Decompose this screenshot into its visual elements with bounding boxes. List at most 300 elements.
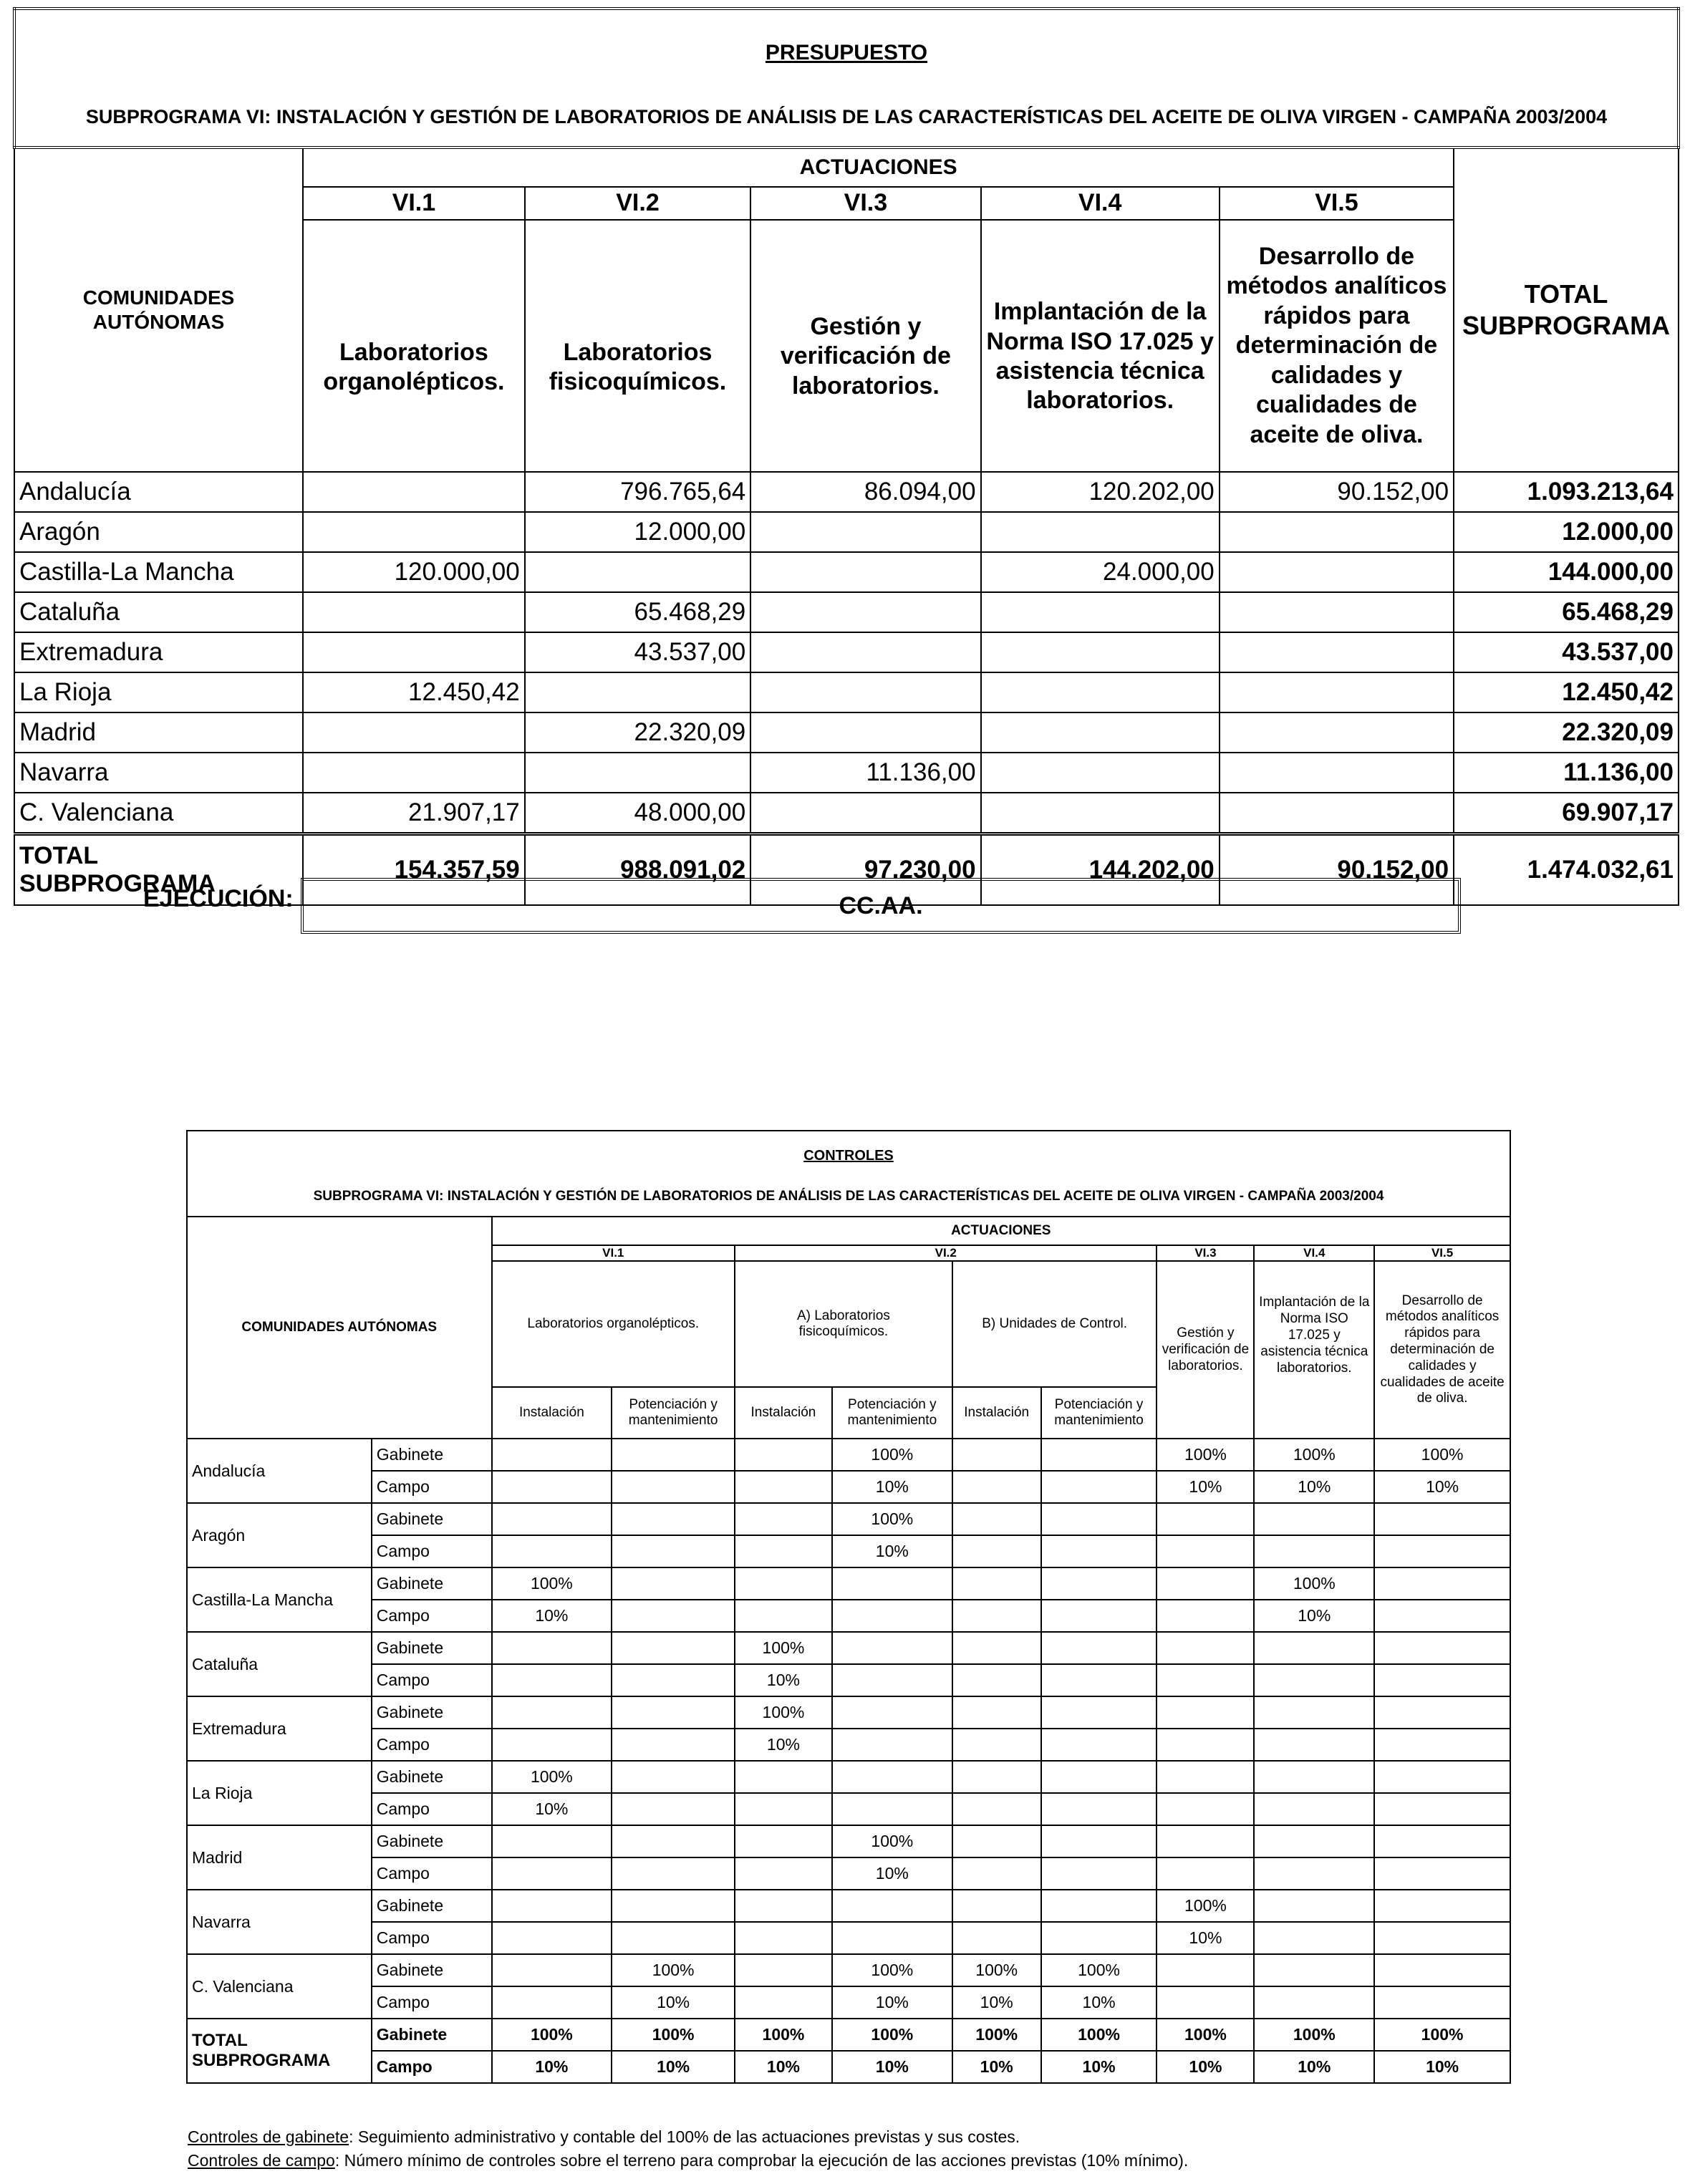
column-desc: Desarrollo de métodos analíticos rápidos para determinación de calidades y cualidades de aceite de oliva. — [1374, 1261, 1510, 1439]
percent-cell — [1041, 1857, 1157, 1890]
percent-cell: 10% — [832, 1535, 952, 1567]
amount-cell — [525, 672, 751, 712]
percent-cell — [1041, 1471, 1157, 1503]
percent-cell: 10% — [735, 2051, 832, 2083]
percent-cell: 10% — [1041, 1986, 1157, 2019]
percent-cell: 10% — [1254, 1600, 1374, 1632]
percent-cell — [1254, 1535, 1374, 1567]
table-row — [14, 753, 1679, 793]
amount-cell — [1220, 552, 1454, 592]
percent-cell — [1157, 1664, 1254, 1696]
percent-cell: 10% — [612, 1986, 735, 2019]
table-row — [187, 1954, 1510, 1986]
total-amount: 988.091,02 — [525, 834, 751, 906]
amount-cell — [303, 712, 525, 753]
community-name: Aragón — [14, 512, 303, 552]
percent-cell: 10% — [1157, 1922, 1254, 1954]
percent-cell — [1157, 1696, 1254, 1729]
percent-cell — [1041, 1632, 1157, 1664]
percent-cell — [1041, 1793, 1157, 1825]
percent-cell: 10% — [832, 2051, 952, 2083]
percent-cell — [1041, 1729, 1157, 1761]
amount-cell — [525, 753, 751, 793]
percent-cell — [1254, 1825, 1374, 1857]
percent-cell — [952, 1439, 1041, 1471]
percent-cell — [1254, 1761, 1374, 1793]
percent-cell: 100% — [952, 2019, 1041, 2051]
percent-cell — [735, 1857, 832, 1890]
row-total: 65.468,29 — [1454, 592, 1679, 632]
community-name: La Rioja — [14, 672, 303, 712]
percent-cell — [1374, 1922, 1510, 1954]
campo-label: Campo — [372, 2051, 492, 2083]
column-code: VI.2 — [735, 1245, 1157, 1261]
percent-cell — [1374, 1761, 1510, 1793]
column-desc: Laboratorios organolépticos. — [492, 1261, 735, 1387]
percent-cell — [1374, 1696, 1510, 1729]
percent-cell: 100% — [735, 2019, 832, 2051]
percent-cell — [492, 1535, 612, 1567]
percent-cell — [612, 1857, 735, 1890]
sub-header-instalacion: Instalación — [952, 1387, 1041, 1439]
percent-cell — [612, 1696, 735, 1729]
presupuesto-title-block — [14, 9, 1679, 148]
percent-cell: 10% — [1374, 1471, 1510, 1503]
table-row — [14, 793, 1679, 834]
community-name: Aragón — [187, 1503, 372, 1567]
percent-cell — [735, 1825, 832, 1857]
column-code: VI.5 — [1374, 1245, 1510, 1261]
percent-cell — [735, 1793, 832, 1825]
percent-cell — [1157, 1632, 1254, 1664]
percent-cell — [1374, 1793, 1510, 1825]
percent-cell — [492, 1825, 612, 1857]
table-row — [14, 592, 1679, 632]
community-name: Cataluña — [187, 1632, 372, 1696]
percent-cell — [612, 1922, 735, 1954]
gabinete-label: Gabinete — [372, 1439, 492, 1471]
percent-cell — [1374, 1986, 1510, 2019]
percent-cell — [1374, 1503, 1510, 1535]
gabinete-label: Gabinete — [372, 1503, 492, 1535]
community-name: Extremadura — [14, 632, 303, 672]
percent-cell — [1374, 1664, 1510, 1696]
percent-cell — [735, 1761, 832, 1793]
percent-cell: 100% — [1157, 2019, 1254, 2051]
table-row — [187, 1825, 1510, 1857]
table-row — [187, 1729, 1510, 1761]
row-total: 43.537,00 — [1454, 632, 1679, 672]
percent-cell: 10% — [1254, 2051, 1374, 2083]
table-row — [187, 1857, 1510, 1890]
percent-cell — [1041, 1439, 1157, 1471]
amount-cell — [750, 592, 980, 632]
percent-cell — [832, 1696, 952, 1729]
percent-cell: 100% — [832, 2019, 952, 2051]
column-desc: Laboratorios organolépticos. — [303, 220, 525, 472]
percent-cell — [1374, 1729, 1510, 1761]
percent-cell: 10% — [952, 1986, 1041, 2019]
percent-cell: 100% — [1254, 1567, 1374, 1600]
percent-cell: 10% — [1041, 2051, 1157, 2083]
percent-cell — [832, 1600, 952, 1632]
amount-cell — [1220, 512, 1454, 552]
amount-cell — [750, 512, 980, 552]
percent-cell — [1374, 1857, 1510, 1890]
percent-cell — [952, 1535, 1041, 1567]
amount-cell — [1220, 793, 1454, 834]
percent-cell — [612, 1600, 735, 1632]
amount-cell — [981, 753, 1220, 793]
gabinete-label: Gabinete — [372, 1632, 492, 1664]
amount-cell: 120.202,00 — [981, 472, 1220, 512]
row-total: 144.000,00 — [1454, 552, 1679, 592]
percent-cell — [1157, 1503, 1254, 1535]
amount-cell — [1220, 672, 1454, 712]
percent-cell — [1374, 1632, 1510, 1664]
percent-cell — [1041, 1761, 1157, 1793]
amount-cell — [750, 552, 980, 592]
percent-cell: 10% — [735, 1664, 832, 1696]
percent-cell: 100% — [1157, 1439, 1254, 1471]
percent-cell — [952, 1567, 1041, 1600]
total-header: TOTAL SUBPROGRAMA — [1454, 148, 1679, 472]
percent-cell: 10% — [492, 2051, 612, 2083]
controles-title-block — [187, 1131, 1510, 1217]
percent-cell: 100% — [735, 1632, 832, 1664]
ejecucion-value: CC.AA. — [301, 878, 1461, 934]
amount-cell — [750, 712, 980, 753]
community-name: Navarra — [14, 753, 303, 793]
percent-cell — [1254, 1890, 1374, 1922]
table-row — [187, 1471, 1510, 1503]
percent-cell — [832, 1567, 952, 1600]
table-row — [14, 632, 1679, 672]
percent-cell — [735, 1471, 832, 1503]
percent-cell: 100% — [1254, 2019, 1374, 2051]
amount-cell — [981, 793, 1220, 834]
amount-cell: 12.000,00 — [525, 512, 751, 552]
amount-cell: 86.094,00 — [750, 472, 980, 512]
table-row — [187, 1664, 1510, 1696]
percent-cell: 100% — [612, 2019, 735, 2051]
community-name: Castilla-La Mancha — [14, 552, 303, 592]
community-name: C. Valenciana — [14, 793, 303, 834]
campo-label: Campo — [372, 1600, 492, 1632]
percent-cell: 100% — [735, 1696, 832, 1729]
percent-cell: 10% — [492, 1600, 612, 1632]
percent-cell — [1041, 1503, 1157, 1535]
sub-header-instalacion: Instalación — [735, 1387, 832, 1439]
campo-label: Campo — [372, 1535, 492, 1567]
percent-cell — [952, 1890, 1041, 1922]
community-name: Andalucía — [14, 472, 303, 512]
percent-cell — [612, 1761, 735, 1793]
percent-cell — [952, 1664, 1041, 1696]
total-amount: 97.230,00 — [750, 834, 980, 906]
table-row — [187, 2019, 1510, 2051]
percent-cell — [952, 1922, 1041, 1954]
community-name: Madrid — [187, 1825, 372, 1890]
sub-header-potenciacion: Potenciación y mantenimiento — [832, 1387, 952, 1439]
gabinete-label: Gabinete — [372, 2019, 492, 2051]
note-term: Controles de campo — [188, 2151, 335, 2170]
campo-label: Campo — [372, 1922, 492, 1954]
percent-cell: 10% — [1157, 2051, 1254, 2083]
percent-cell: 10% — [492, 1793, 612, 1825]
percent-cell — [612, 1793, 735, 1825]
sub-header-instalacion: Instalación — [492, 1387, 612, 1439]
amount-cell — [1220, 632, 1454, 672]
percent-cell — [1041, 1825, 1157, 1857]
percent-cell — [1157, 1954, 1254, 1986]
percent-cell — [832, 1729, 952, 1761]
amount-cell: 11.136,00 — [750, 753, 980, 793]
percent-cell: 10% — [612, 2051, 735, 2083]
percent-cell — [1374, 1535, 1510, 1567]
table-row — [187, 1696, 1510, 1729]
column-desc: Implantación de la Norma ISO 17.025 y asistencia técnica laboratorios. — [1254, 1261, 1374, 1439]
percent-cell — [1254, 1729, 1374, 1761]
percent-cell — [1374, 1890, 1510, 1922]
note-gabinete — [188, 2125, 1188, 2149]
note-text: : Número mínimo de controles sobre el terreno para comprobar la ejecución de las acciones previstas (10% mínimo). — [334, 2151, 1189, 2170]
table-row — [187, 2051, 1510, 2083]
percent-cell: 10% — [832, 1986, 952, 2019]
percent-cell — [1041, 1600, 1157, 1632]
table-row — [187, 1986, 1510, 2019]
percent-cell — [1254, 1857, 1374, 1890]
table-row — [14, 552, 1679, 592]
percent-cell — [832, 1664, 952, 1696]
table-row — [187, 1793, 1510, 1825]
row-total: 22.320,09 — [1454, 712, 1679, 753]
amount-cell: 24.000,00 — [981, 552, 1220, 592]
percent-cell — [735, 1503, 832, 1535]
percent-cell — [492, 1664, 612, 1696]
percent-cell — [492, 1729, 612, 1761]
percent-cell: 10% — [735, 1729, 832, 1761]
percent-cell: 10% — [1374, 2051, 1510, 2083]
amount-cell: 65.468,29 — [525, 592, 751, 632]
percent-cell: 100% — [492, 2019, 612, 2051]
percent-cell: 100% — [492, 1567, 612, 1600]
percent-cell — [1041, 1922, 1157, 1954]
row-total: 69.907,17 — [1454, 793, 1679, 834]
column-desc: B) Unidades de Control. — [952, 1261, 1157, 1387]
footnotes — [188, 2125, 1188, 2173]
percent-cell — [952, 1600, 1041, 1632]
percent-cell — [832, 1632, 952, 1664]
gabinete-label: Gabinete — [372, 1696, 492, 1729]
percent-cell — [492, 1890, 612, 1922]
controles-table — [186, 1130, 1511, 2084]
percent-cell: 100% — [1041, 1954, 1157, 1986]
amount-cell: 120.000,00 — [303, 552, 525, 592]
amount-cell: 796.765,64 — [525, 472, 751, 512]
percent-cell — [1254, 1696, 1374, 1729]
row-total: 12.450,42 — [1454, 672, 1679, 712]
amount-cell — [750, 632, 980, 672]
total-amount: 90.152,00 — [1220, 834, 1454, 906]
column-desc: Laboratorios fisicoquímicos. — [525, 220, 751, 472]
total-label: TOTAL SUBPROGRAMA — [187, 2019, 372, 2083]
amount-cell — [303, 632, 525, 672]
campo-label: Campo — [372, 1857, 492, 1890]
percent-cell — [735, 1954, 832, 1986]
percent-cell — [1041, 1567, 1157, 1600]
percent-cell: 100% — [1374, 1439, 1510, 1471]
percent-cell — [1374, 1600, 1510, 1632]
percent-cell — [612, 1535, 735, 1567]
row-total: 12.000,00 — [1454, 512, 1679, 552]
percent-cell — [735, 1439, 832, 1471]
amount-cell — [981, 672, 1220, 712]
total-amount: 144.202,00 — [981, 834, 1220, 906]
percent-cell — [735, 1986, 832, 2019]
percent-cell — [612, 1632, 735, 1664]
table-row — [14, 712, 1679, 753]
amount-cell — [1220, 712, 1454, 753]
amount-cell — [981, 712, 1220, 753]
percent-cell — [832, 1793, 952, 1825]
gabinete-label: Gabinete — [372, 1567, 492, 1600]
campo-label: Campo — [372, 1729, 492, 1761]
table-row — [14, 672, 1679, 712]
amount-cell: 12.450,42 — [303, 672, 525, 712]
percent-cell — [1254, 1922, 1374, 1954]
column-code: VI.2 — [525, 187, 751, 220]
percent-cell — [612, 1439, 735, 1471]
note-text: : Seguimiento administrativo y contable del 100% de las actuaciones previstas y sus costes. — [349, 2127, 1020, 2146]
percent-cell — [952, 1793, 1041, 1825]
percent-cell: 100% — [832, 1439, 952, 1471]
percent-cell — [952, 1857, 1041, 1890]
actuaciones-header: ACTUACIONES — [492, 1217, 1510, 1245]
amount-cell: 48.000,00 — [525, 793, 751, 834]
community-name: Navarra — [187, 1890, 372, 1954]
percent-cell — [492, 1922, 612, 1954]
presupuesto-title: PRESUPUESTO — [765, 41, 928, 64]
amount-cell — [303, 753, 525, 793]
column-desc: Implantación de la Norma ISO 17.025 y asistencia técnica laboratorios. — [981, 220, 1220, 472]
percent-cell — [612, 1890, 735, 1922]
percent-cell — [952, 1632, 1041, 1664]
amount-cell — [750, 672, 980, 712]
total-amount: 154.357,59 — [303, 834, 525, 906]
controles-title: CONTROLES — [803, 1148, 894, 1164]
percent-cell — [1041, 1535, 1157, 1567]
campo-label: Campo — [372, 1793, 492, 1825]
percent-cell — [952, 1471, 1041, 1503]
percent-cell — [492, 1954, 612, 1986]
community-name: Madrid — [14, 712, 303, 753]
percent-cell — [1041, 1890, 1157, 1922]
percent-cell — [612, 1825, 735, 1857]
community-name: Castilla-La Mancha — [187, 1567, 372, 1632]
community-name: C. Valenciana — [187, 1954, 372, 2019]
percent-cell — [1157, 1825, 1254, 1857]
gabinete-label: Gabinete — [372, 1825, 492, 1857]
total-label: TOTAL SUBPROGRAMA — [14, 834, 303, 906]
percent-cell: 10% — [1157, 1471, 1254, 1503]
percent-cell — [952, 1825, 1041, 1857]
percent-cell — [492, 1632, 612, 1664]
percent-cell — [1374, 1567, 1510, 1600]
percent-cell: 10% — [952, 2051, 1041, 2083]
percent-cell — [1157, 1567, 1254, 1600]
percent-cell — [1157, 1793, 1254, 1825]
column-desc: A) Laboratorios fisicoquímicos. — [735, 1261, 952, 1387]
campo-label: Campo — [372, 1664, 492, 1696]
percent-cell — [735, 1535, 832, 1567]
percent-cell: 10% — [1254, 1471, 1374, 1503]
percent-cell — [832, 1922, 952, 1954]
percent-cell — [1157, 1729, 1254, 1761]
amount-cell — [981, 592, 1220, 632]
percent-cell — [832, 1761, 952, 1793]
percent-cell — [1374, 1825, 1510, 1857]
column-desc: Desarrollo de métodos analíticos rápidos para determinación de calidades y cualidades de aceite de oliva. — [1220, 220, 1454, 472]
percent-cell: 100% — [492, 1761, 612, 1793]
percent-cell — [492, 1439, 612, 1471]
table-row — [14, 472, 1679, 512]
percent-cell: 100% — [1157, 1890, 1254, 1922]
percent-cell — [1041, 1696, 1157, 1729]
column-code: VI.3 — [750, 187, 980, 220]
amount-cell: 22.320,09 — [525, 712, 751, 753]
percent-cell — [612, 1567, 735, 1600]
amount-cell — [525, 552, 751, 592]
percent-cell — [735, 1567, 832, 1600]
percent-cell — [832, 1890, 952, 1922]
column-code: VI.4 — [1254, 1245, 1374, 1261]
percent-cell — [1157, 1535, 1254, 1567]
amount-cell — [1220, 592, 1454, 632]
percent-cell — [735, 1922, 832, 1954]
percent-cell — [1157, 1857, 1254, 1890]
percent-cell: 100% — [832, 1825, 952, 1857]
note-campo — [188, 2149, 1188, 2173]
ejecucion-label: EJECUCIÓN: — [143, 885, 294, 912]
percent-cell: 100% — [952, 1954, 1041, 1986]
percent-cell — [492, 1986, 612, 2019]
sub-header-potenciacion: Potenciación y mantenimiento — [1041, 1387, 1157, 1439]
table-row — [187, 1503, 1510, 1535]
community-name: La Rioja — [187, 1761, 372, 1825]
table-row — [187, 1632, 1510, 1664]
presupuesto-subtitle: SUBPROGRAMA VI: INSTALACIÓN Y GESTIÓN DE LABORATORIOS DE ANÁLISIS DE LAS CARACTERÍSTICAS DEL ACEITE DE OLIVA VIRGEN - CAMPAÑA 2003/2004 — [85, 105, 1608, 127]
amount-cell: 90.152,00 — [1220, 472, 1454, 512]
percent-cell: 10% — [832, 1857, 952, 1890]
percent-cell — [952, 1503, 1041, 1535]
campo-label: Campo — [372, 1986, 492, 2019]
grand-total: 1.474.032,61 — [1454, 834, 1679, 906]
presupuesto-table — [13, 7, 1680, 906]
gabinete-label: Gabinete — [372, 1890, 492, 1922]
percent-cell — [492, 1503, 612, 1535]
percent-cell: 100% — [1254, 1439, 1374, 1471]
percent-cell — [1254, 1793, 1374, 1825]
percent-cell — [612, 1471, 735, 1503]
percent-cell — [612, 1664, 735, 1696]
row-total: 1.093.213,64 — [1454, 472, 1679, 512]
percent-cell — [612, 1729, 735, 1761]
actuaciones-header: ACTUACIONES — [303, 148, 1454, 187]
percent-cell: 100% — [1041, 2019, 1157, 2051]
note-term: Controles de gabinete — [188, 2127, 349, 2146]
table-row — [187, 1567, 1510, 1600]
